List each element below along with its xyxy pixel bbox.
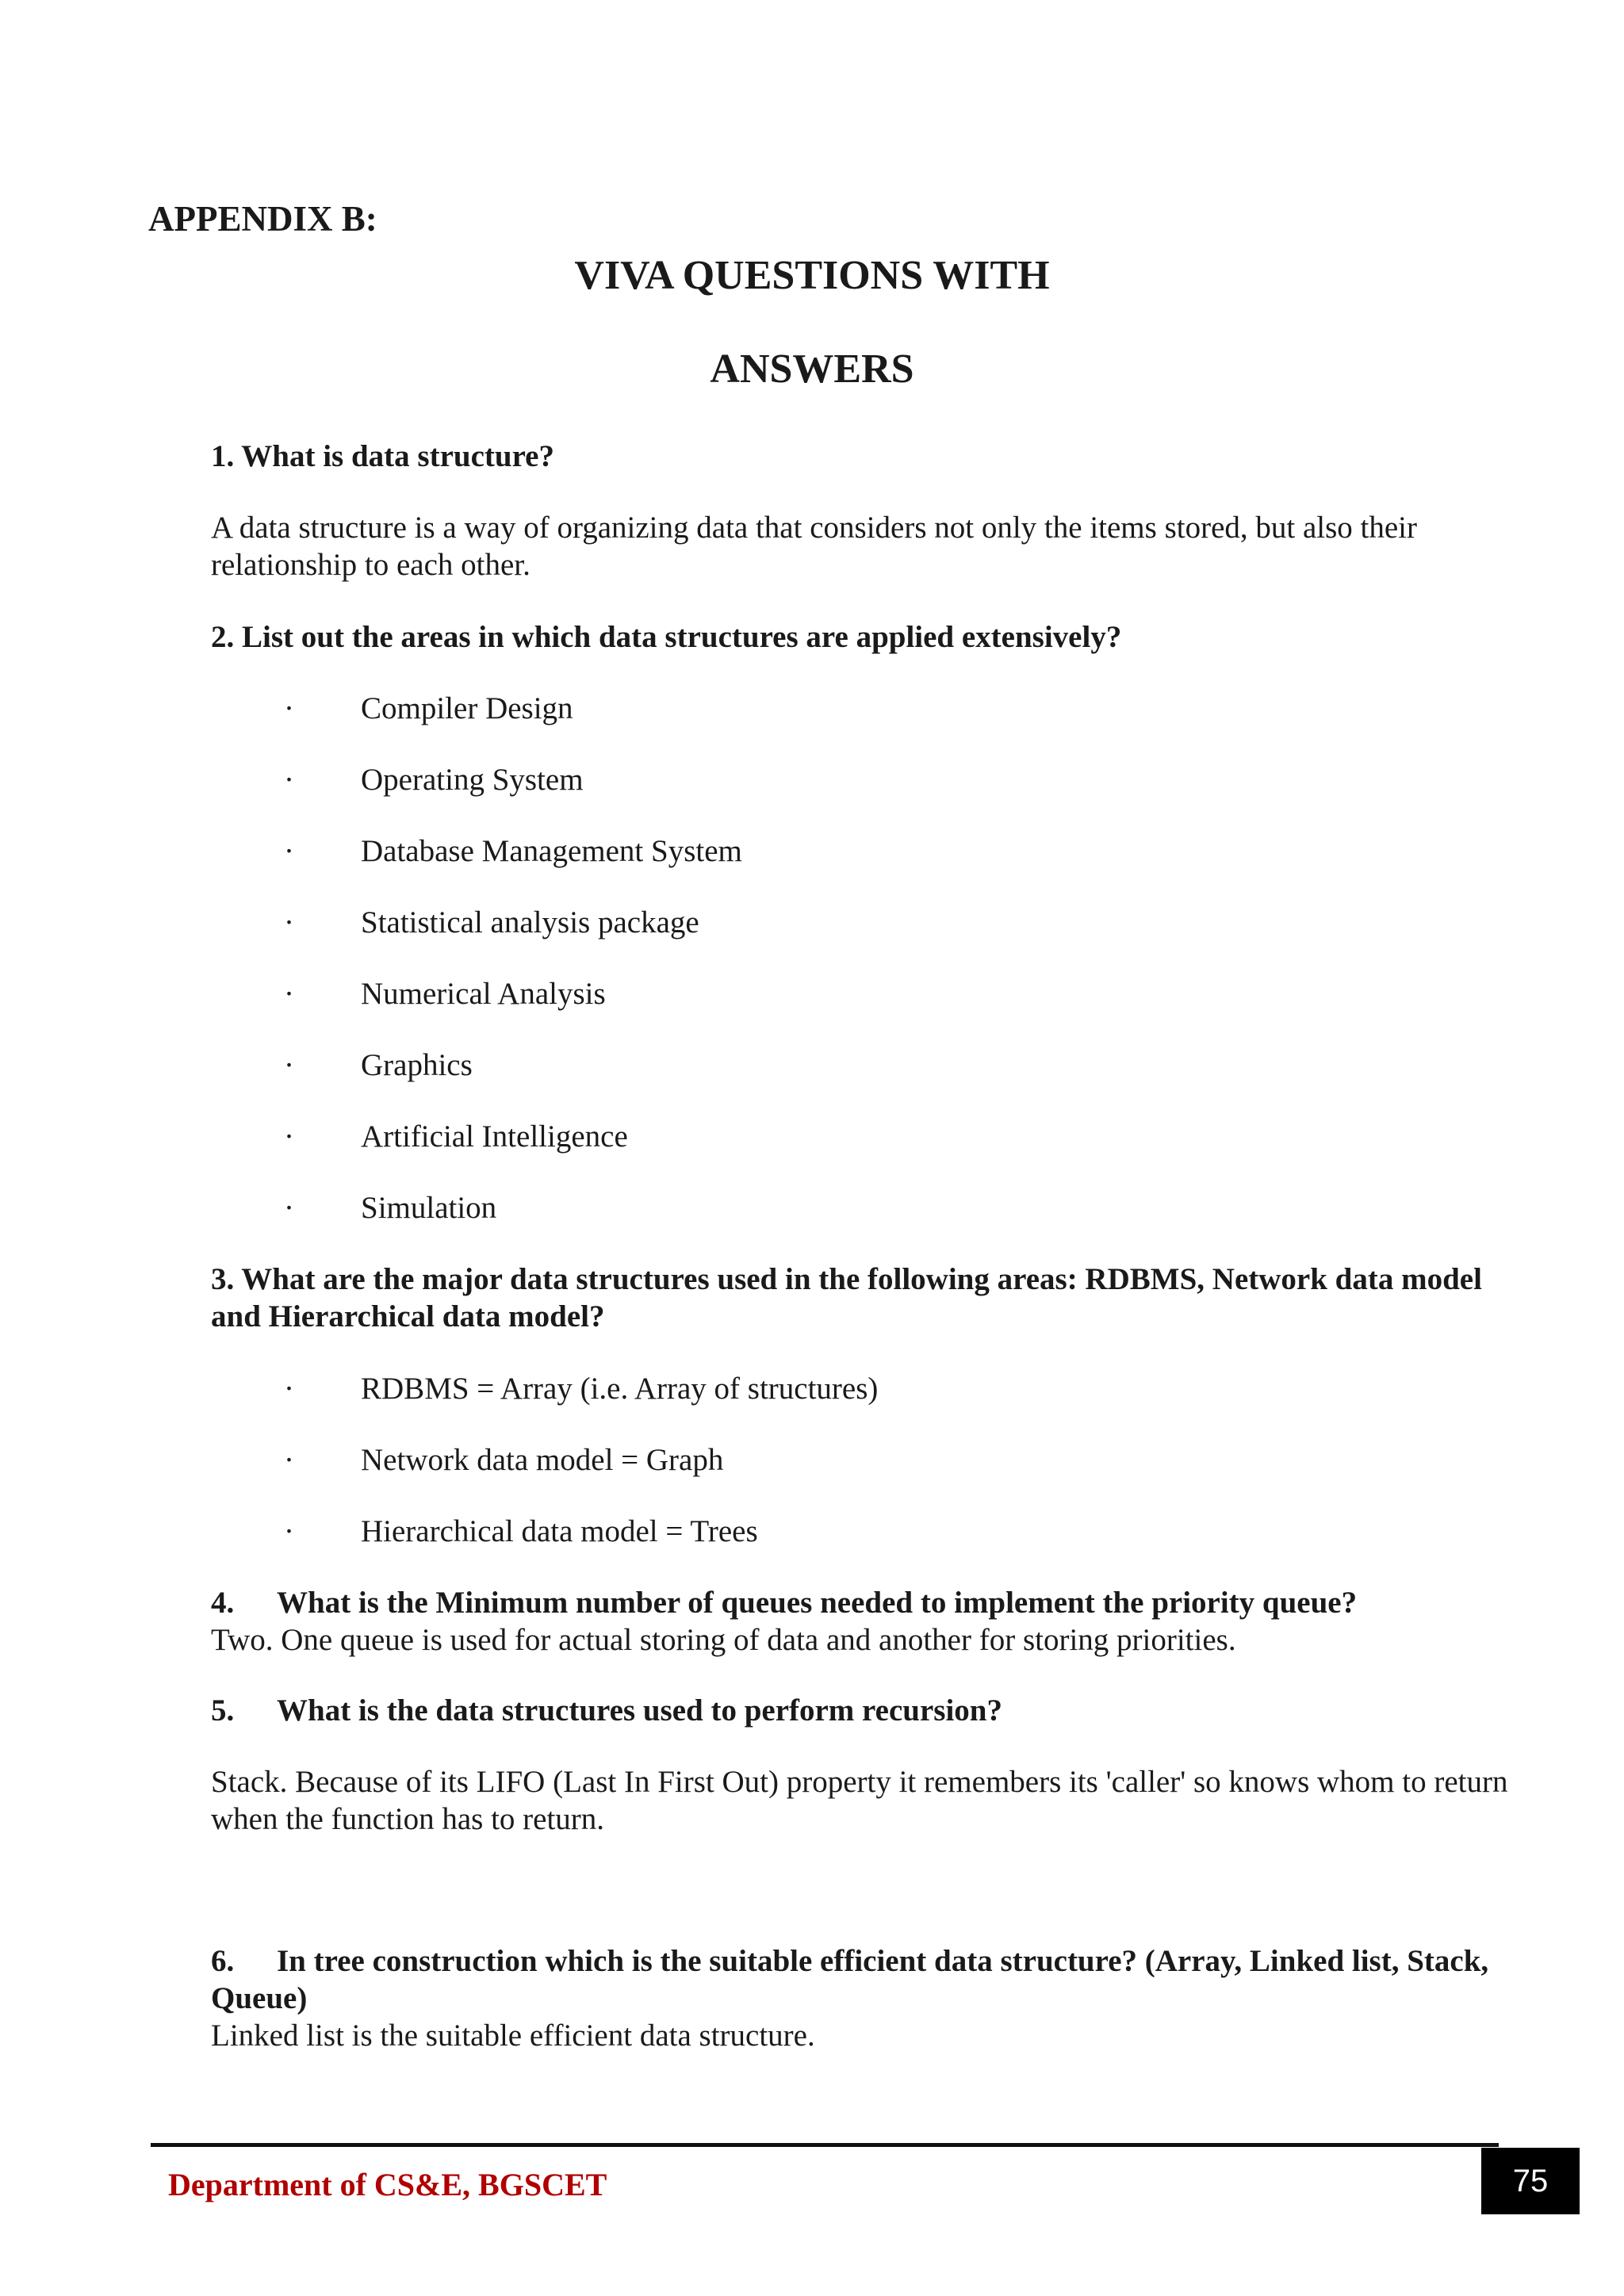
bullet-icon: · (284, 834, 294, 868)
bullet-icon: · (284, 763, 294, 797)
question-1: 1. What is data structure? (211, 439, 554, 473)
page-number: 75 (1481, 2148, 1580, 2214)
bullet-icon: · (284, 1514, 294, 1548)
bullet-icon: · (284, 905, 294, 939)
question-5: 5. What is the data structures used to perform recursion? (211, 1693, 1002, 1728)
answer-6: Linked list is the suitable efficient data structure. (211, 2019, 815, 2053)
footer-department: Department of CS&E, BGSCET (168, 2167, 607, 2202)
answer-1: A data structure is a way of organizing data that considers not only the items stored, but also their relationship to each other. (211, 511, 1417, 582)
page-title-line2: ANSWERS (710, 346, 914, 392)
bullet-icon: · (284, 691, 294, 725)
bullet-icon: · (284, 977, 294, 1011)
bullet-icon: · (284, 1191, 294, 1225)
answer-5: Stack. Because of its LIFO (Last In First Out) property it remembers its 'caller' so knows whom to return when the function has to return. (211, 1765, 1508, 1836)
bullet-icon: · (284, 1048, 294, 1082)
footer-divider (151, 2143, 1499, 2147)
question-6: 6. In tree construction which is the suitable efficient data structure? (Array, Linked list, Stack, Queue) (211, 1944, 1489, 2015)
bullet-icon: · (284, 1443, 294, 1477)
question-3: 3. What are the major data structures used in the following areas: RDBMS, Network data model and Hierarchical data model? (211, 1262, 1482, 1334)
question-2: 2. List out the areas in which data structures are applied extensively? (211, 620, 1122, 654)
appendix-label: APPENDIX B: (148, 199, 377, 239)
bullet-icon: · (284, 1372, 294, 1406)
page-title-line1: VIVA QUESTIONS WITH (574, 253, 1050, 298)
question-4: 4. What is the Minimum number of queues needed to implement the priority queue? (211, 1586, 1358, 1620)
bullet-icon: · (284, 1119, 294, 1154)
answer-4: Two. One queue is used for actual storing of data and another for storing priorities. (211, 1623, 1236, 1657)
